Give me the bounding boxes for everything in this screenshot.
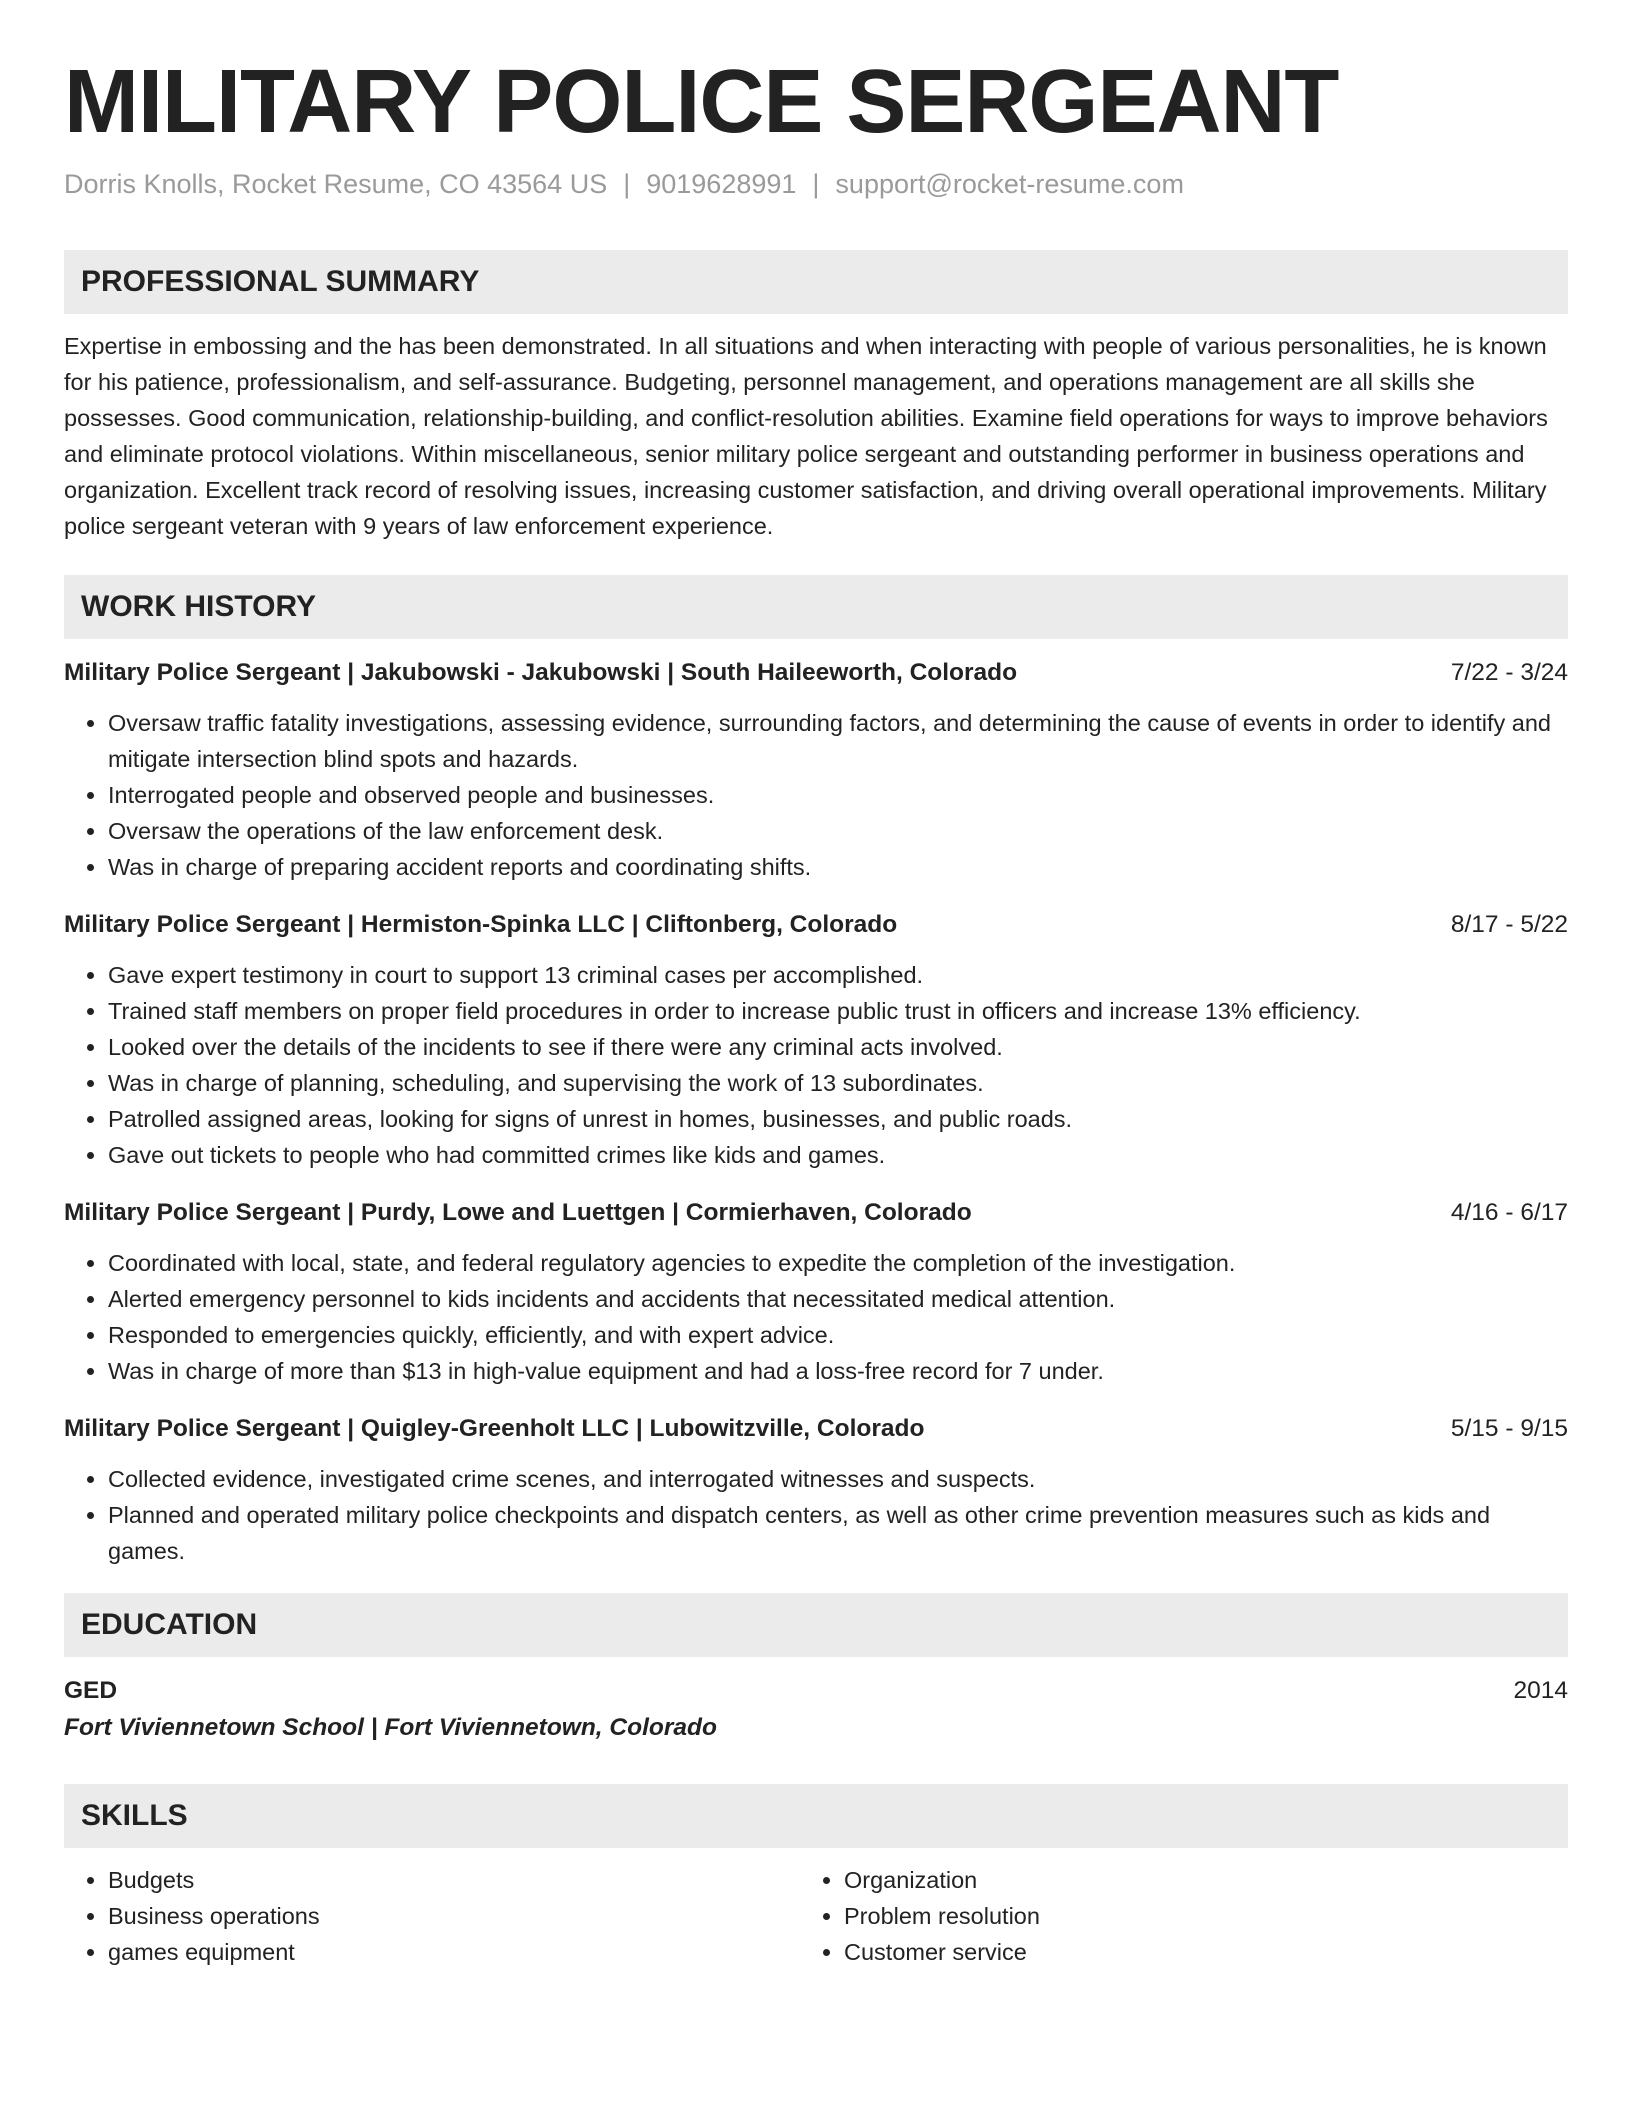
job-dates: 4/16 - 6/17 (1450, 1199, 1568, 1226)
skill-item: • Budgets (108, 1862, 800, 1898)
job-bullet: • Oversaw traffic fatality investigations, assessing evidence, surrounding factors, and determining the cause of events in order to identify and mitigate intersection blind spots and hazards. (108, 705, 1568, 777)
job-entry (64, 907, 1568, 1173)
skill-item: • Customer service (844, 1934, 1536, 1970)
education-school: Fort Viviennetown School | Fort Viviennetown, Colorado (64, 1714, 717, 1741)
skill-item: • Problem resolution (844, 1898, 1536, 1934)
skill-item: • Organization (844, 1862, 1536, 1898)
job-header (64, 1195, 1568, 1231)
job-bullets (64, 1245, 1568, 1389)
job-header (64, 1411, 1568, 1447)
job-bullet: • Was in charge of more than $13 in high-value equipment and had a loss-free record for 7 under. (108, 1353, 1568, 1389)
page-title: MILITARY POLICE SERGEANT (64, 52, 1339, 152)
education-degree: GED (64, 1677, 118, 1704)
job-bullet: • Was in charge of planning, scheduling, and supervising the work of 13 subordinates. (108, 1065, 1568, 1101)
skills-column-left (64, 1862, 800, 1970)
job-bullet: • Alerted emergency personnel to kids incidents and accidents that necessitated medical attention. (108, 1281, 1568, 1317)
job-title: Military Police Sergeant | Quigley-Greenholt LLC | Lubowitzville, Colorado (64, 1415, 925, 1442)
contact-line (64, 166, 1568, 202)
job-bullet: • Looked over the details of the incidents to see if there were any criminal acts involved. (108, 1029, 1568, 1065)
section-heading-summary: PROFESSIONAL SUMMARY (64, 250, 1568, 314)
job-bullet: • Patrolled assigned areas, looking for signs of unrest in homes, businesses, and public roads. (108, 1101, 1568, 1137)
job-header (64, 655, 1568, 691)
job-title: Military Police Sergeant | Hermiston-Spinka LLC | Cliftonberg, Colorado (64, 911, 898, 938)
job-bullet: • Gave out tickets to people who had committed crimes like kids and games. (108, 1137, 1568, 1173)
summary-text: Expertise in embossing and the has been demonstrated. In all situations and when interacting with people of various personalities, he is known for his patience, professionalism, and self-assurance. Budgeting, personnel management, and operations management are all skills she possesses. Good communication, relationship-building, and conflict-resolution abilities. Examine field operations for ways to improve behaviors and eliminate protocol violations. Within miscellaneous, senior military police sergeant and outstanding performer in business operations and organization. Excellent track record of resolving issues, increasing customer satisfaction, and driving overall operational improvements. Military police sergeant veteran with 9 years of law enforcement experience. (64, 333, 1548, 539)
job-dates: 5/15 - 9/15 (1450, 1415, 1568, 1442)
job-entry (64, 1195, 1568, 1389)
contact-phone: 9019628991 (646, 169, 797, 199)
job-bullet: • Gave expert testimony in court to support 13 criminal cases per accomplished. (108, 957, 1568, 993)
education-entry (64, 1673, 1568, 1747)
skill-item: • Business operations (108, 1898, 800, 1934)
section-heading-education: EDUCATION (64, 1593, 1568, 1657)
job-entry (64, 1411, 1568, 1569)
job-bullet: • Coordinated with local, state, and federal regulatory agencies to expedite the completion of the investigation. (108, 1245, 1568, 1281)
job-bullet: • Was in charge of preparing accident reports and coordinating shifts. (108, 849, 1568, 885)
job-dates: 7/22 - 3/24 (1450, 659, 1568, 686)
job-title: Military Police Sergeant | Jakubowski - Jakubowski | South Haileeworth, Colorado (64, 659, 1018, 686)
job-bullet: • Collected evidence, investigated crime scenes, and interrogated witnesses and suspects. (108, 1461, 1568, 1497)
job-bullets (64, 705, 1568, 885)
skill-item: • games equipment (108, 1934, 800, 1970)
section-heading-work-history: WORK HISTORY (64, 575, 1568, 639)
job-bullet: • Responded to emergencies quickly, efficiently, and with expert advice. (108, 1317, 1568, 1353)
skills-list (64, 1862, 1568, 1970)
job-bullet: • Oversaw the operations of the law enforcement desk. (108, 813, 1568, 849)
job-bullets (64, 957, 1568, 1173)
job-bullets (64, 1461, 1568, 1569)
job-title: Military Police Sergeant | Purdy, Lowe and Luettgen | Cormierhaven, Colorado (64, 1199, 972, 1226)
contact-email: support@rocket-resume.com (835, 169, 1184, 199)
job-bullet: • Interrogated people and observed people and businesses. (108, 777, 1568, 813)
job-bullet: • Planned and operated military police checkpoints and dispatch centers, as well as other crime prevention measures such as kids and games. (108, 1497, 1568, 1569)
education-year: 2014 (1513, 1677, 1568, 1704)
section-heading-skills: SKILLS (64, 1784, 1568, 1848)
job-bullet: • Trained staff members on proper field procedures in order to increase public trust in officers and increase 13% efficiency. (108, 993, 1568, 1029)
skills-column-right (800, 1862, 1536, 1970)
job-dates: 8/17 - 5/22 (1450, 911, 1568, 938)
contact-address: Dorris Knolls, Rocket Resume, CO 43564 US (64, 169, 608, 199)
job-header (64, 907, 1568, 943)
job-entry (64, 655, 1568, 885)
contact-separator: | (623, 169, 631, 199)
education-header (64, 1673, 1568, 1709)
contact-separator: | (812, 169, 820, 199)
